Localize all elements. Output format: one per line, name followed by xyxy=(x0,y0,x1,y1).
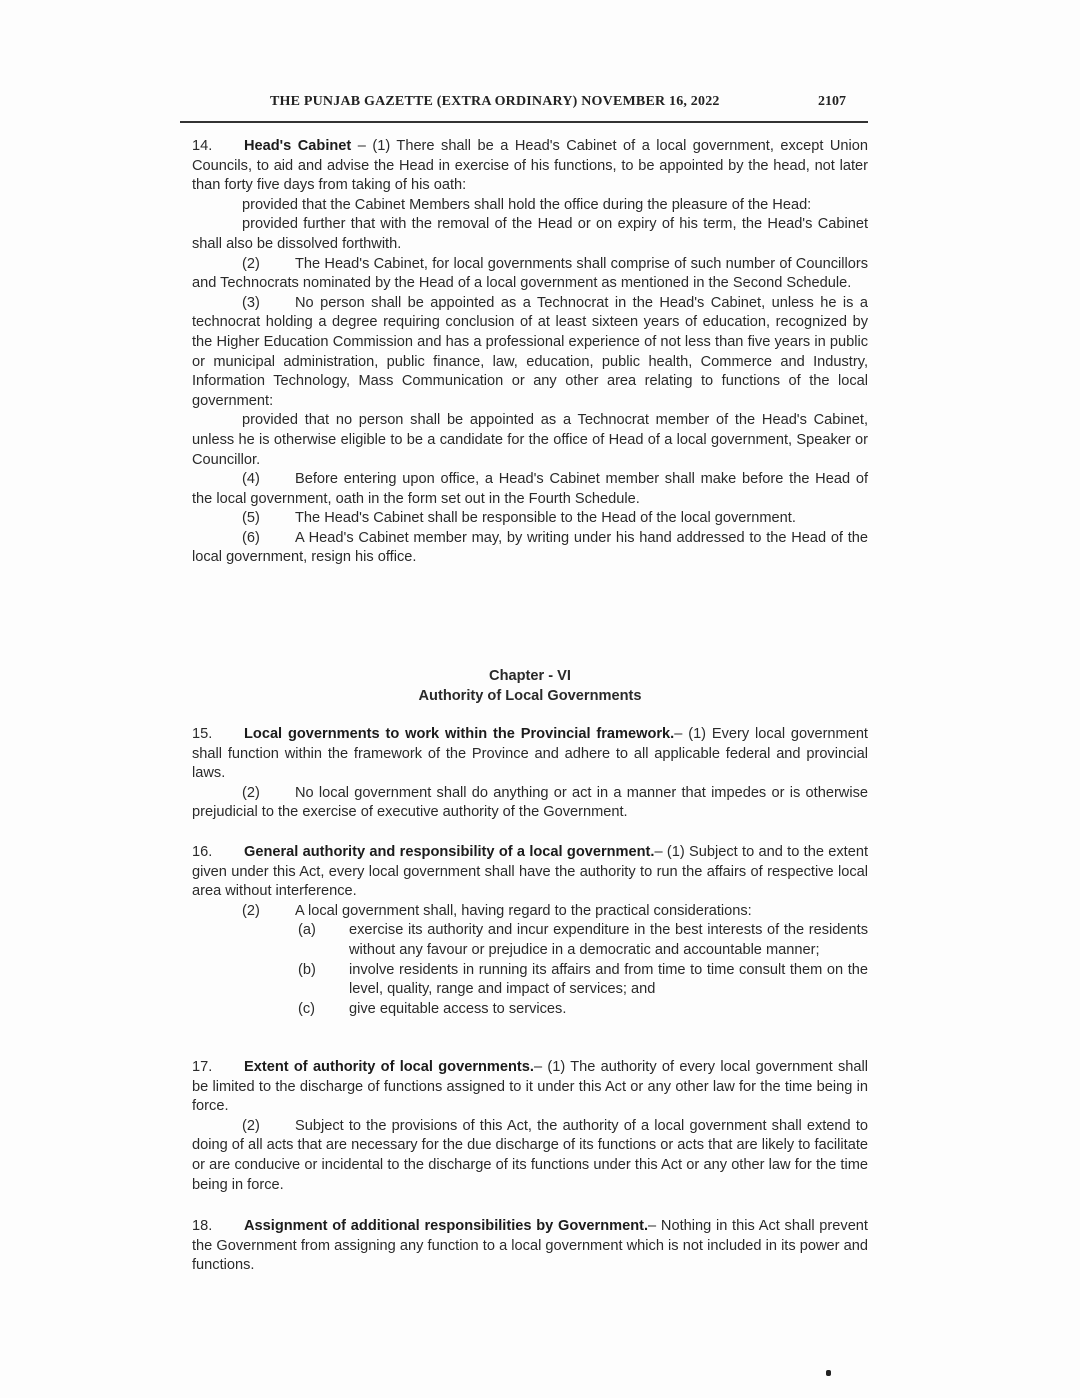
section-16 xyxy=(192,843,868,1019)
section-14 xyxy=(192,137,868,568)
clause-item xyxy=(298,961,868,1000)
paragraph: – (1) The authority of every local government shall be limited to the discharge of functions assigned to it under this Act or any other law for the time being in force. xyxy=(192,1059,868,1115)
subsection-number: (2) xyxy=(242,255,260,272)
subsection-number: (2) xyxy=(242,784,260,801)
subsection-number: (4) xyxy=(242,471,260,488)
section-heading: General authority and responsibility of a local government. xyxy=(244,844,655,860)
section-heading: Local governments to work within the Provincial framework. xyxy=(244,726,675,742)
clause-label: (c) xyxy=(298,1000,316,1017)
section-number: 16. xyxy=(192,844,213,860)
paragraph: The Head's Cabinet shall be responsible to the Head of the local government. xyxy=(295,510,796,527)
paragraph: A local government shall, having regard to the practical considerations: xyxy=(295,902,752,919)
section-heading: Head's Cabinet xyxy=(244,138,352,154)
section-18 xyxy=(192,1217,868,1276)
page-number: 2107 xyxy=(818,94,846,109)
paragraph: The Head's Cabinet, for local governments shall comprise of such number of Councillors and Technocrats nominated by the Head of a local government as mentioned in the Second Schedule. xyxy=(192,255,868,292)
section-number: 14. xyxy=(192,138,213,154)
section-number: 18. xyxy=(192,1218,213,1234)
section-17 xyxy=(192,1058,868,1195)
paragraph: provided that no person shall be appointed as a Technocrat member of the Head's Cabinet, unless he is otherwise eligible to be a candidate for the office of Head of a local government, Speaker or Councillor. xyxy=(192,412,868,468)
section-heading: Assignment of additional responsibilities by Government. xyxy=(244,1218,649,1234)
subsection-number: (2) xyxy=(242,1117,260,1134)
clause-text: involve residents in running its affairs and from time to time consult them on the level, quality, range and impact of services; and xyxy=(349,961,868,998)
section-number: 17. xyxy=(192,1059,213,1075)
chapter-title: Authority of Local Governments xyxy=(418,688,642,704)
gazette-header: THE PUNJAB GAZETTE (EXTRA ORDINARY) NOVEMBER 16, 2022 xyxy=(270,94,720,109)
scan-mark xyxy=(826,1370,831,1376)
subsection-number: (5) xyxy=(242,510,260,527)
clause-text: give equitable access to services. xyxy=(349,1000,567,1017)
clause-item xyxy=(298,921,868,960)
paragraph: – (1) There shall be a Head's Cabinet of a local government, except Union Councils, to aid and advise the Head in exercise of his functions, to be appointed by the head, not later than forty five days from taking of his oath: xyxy=(192,138,868,194)
section-heading: Extent of authority of local governments. xyxy=(244,1059,534,1075)
paragraph: – Nothing in this Act shall prevent the Government from assigning any function to a local government which is not included in its power and functions. xyxy=(192,1218,868,1274)
paragraph: provided that the Cabinet Members shall hold the office during the pleasure of the Head: xyxy=(242,196,812,213)
section-15 xyxy=(192,725,868,823)
paragraph: provided further that with the removal of the Head or on expiry of his term, the Head's Cabinet shall also be dissolved forthwith. xyxy=(192,216,868,252)
paragraph: No local government shall do anything or act in a manner that impedes or is otherwise prejudicial to the exercise of executive authority of the Government. xyxy=(192,784,868,821)
clause-list xyxy=(192,921,868,1019)
paragraph: Before entering upon office, a Head's Cabinet member shall make before the Head of the local government, oath in the form set out in the Fourth Schedule. xyxy=(192,471,868,507)
subsection-number: (6) xyxy=(242,529,260,546)
paragraph: No person shall be appointed as a Technocrat in the Head's Cabinet, unless he is a technocrat holding a degree requiring conclusion of at least sixteen years of education, recognized by the Higher Education Commission and has a professional experience of not less than five years in public or municipal administration, public finance, law, education, public health, Commerce and Industry, Information Technology, Mass Communication or any other area relating to functions of the local government: xyxy=(192,294,868,409)
section-number: 15. xyxy=(192,726,213,742)
subsection-number: (3) xyxy=(242,294,260,311)
paragraph: – (1) Subject to and to the extent given under this Act, every local government shall have the authority to run the affairs of respective local area without interference. xyxy=(192,844,868,900)
clause-item xyxy=(298,1000,868,1020)
clause-label: (a) xyxy=(298,922,316,939)
clause-text: exercise its authority and incur expenditure in the best interests of the residents without any favour or prejudice in a democratic and accountable manner; xyxy=(349,922,868,958)
clause-label: (b) xyxy=(298,961,316,978)
paragraph: A Head's Cabinet member may, by writing under his hand addressed to the Head of the local government, resign his office. xyxy=(192,529,868,566)
subsection-number: (2) xyxy=(242,902,260,919)
paragraph: Subject to the provisions of this Act, the authority of a local government shall extend to doing of all acts that are necessary for the due discharge of its functions or acts that are likely to facilitate or are conducive or incidental to the discharge of its functions under this Act or any other law for the time being in force. xyxy=(192,1117,868,1193)
paragraph: – (1) Every local government shall function within the framework of the Province and adhere to all applicable federal and provincial laws. xyxy=(192,726,868,782)
chapter-number: Chapter - VI xyxy=(489,668,571,684)
header-rule xyxy=(180,121,868,123)
chapter-heading xyxy=(192,666,868,706)
